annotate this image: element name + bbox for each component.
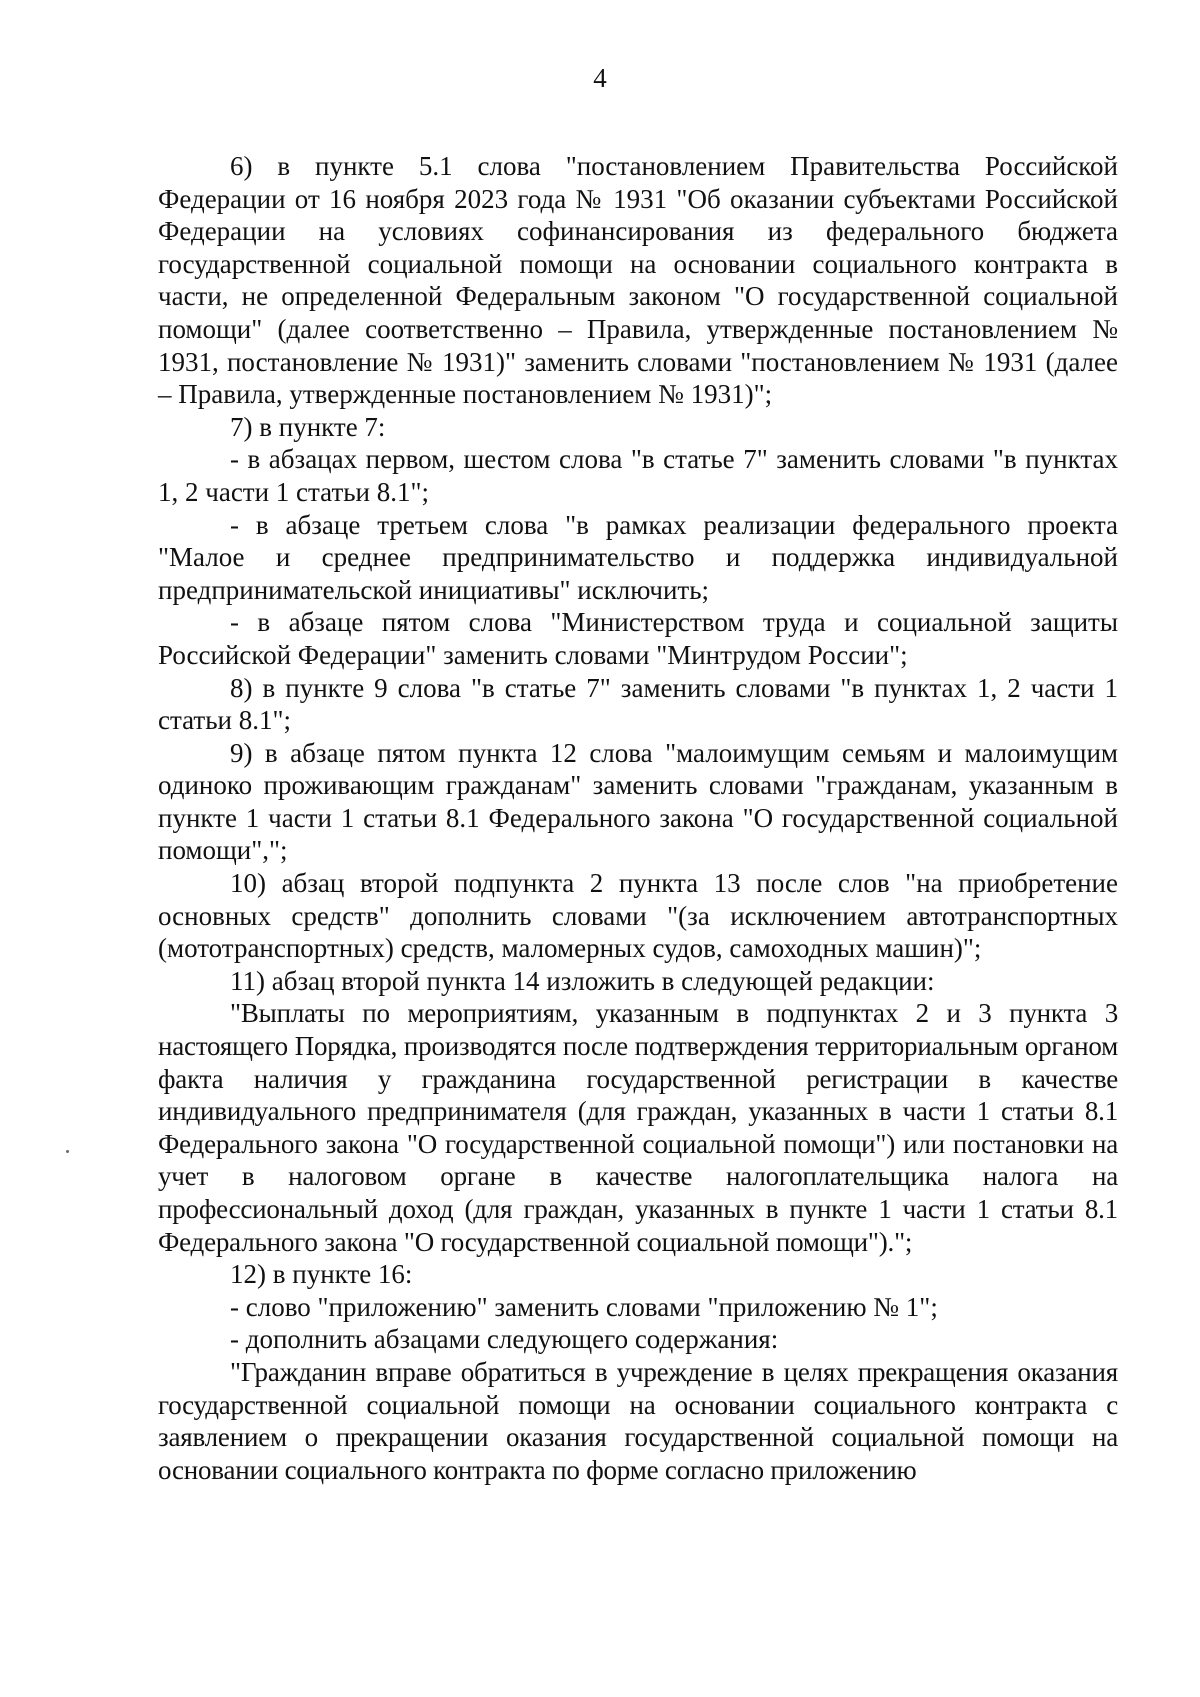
paragraph-item-10: 10) абзац второй подпункта 2 пункта 13 после слов "на приобретение основных средств" дополнить словами "(за исключением автотранспортных (мототранспортных) средств, маломерных судов, самоходных машин)"; xyxy=(158,868,1118,964)
paragraph-item-7-sub-1: - в абзацах первом, шестом слова "в статье 7" заменить словами "в пунктах 1, 2 части 1 статьи 8.1"; xyxy=(158,444,1118,507)
paragraph-item-12-sub-1: - слово "приложению" заменить словами "приложению № 1"; xyxy=(230,1291,938,1322)
paragraph-item-12-quote: "Гражданин вправе обратиться в учреждение в целях прекращения оказания государственной социальной помощи на основании социального контракта с заявлением о прекращении оказания государственной социальной помощи на основании социального контракта по форме согласно приложению xyxy=(158,1356,1118,1485)
page-number: 4 xyxy=(593,63,607,93)
document-body xyxy=(158,150,1118,1486)
paragraph-item-7-sub-2: - в абзаце третьем слова "в рамках реализации федерального проекта "Малое и среднее предпринимательство и поддержка индивидуальной предпринимательской инициативы" исключить; xyxy=(158,509,1118,605)
paragraph-item-12: 12) в пункте 16: xyxy=(230,1259,413,1290)
paragraph-item-9: 9) в абзаце пятом пункта 12 слова "малоимущим семьям и малоимущим одиноко проживающим гражданам" заменить словами "гражданам, указанным в пункте 1 части 1 статьи 8.1 Федерального закона "О государственной социальной помощи","; xyxy=(158,737,1118,866)
paragraph-item-7: 7) в пункте 7: xyxy=(230,411,386,442)
scan-speck xyxy=(66,1150,69,1153)
paragraph-item-11: 11) абзац второй пункта 14 изложить в следующей редакции: xyxy=(230,965,935,996)
paragraph-item-12-sub-2: - дополнить абзацами следующего содержания: xyxy=(230,1324,779,1355)
paragraph-item-11-quote: "Выплаты по мероприятиям, указанным в подпунктах 2 и 3 пункта 3 настоящего Порядка, производятся после подтверждения территориальным органом факта наличия у гражданина государственной регистрации в качестве индивидуального предпринимателя (для граждан, указанных в части 1 статьи 8.1 Федерального закона "О государственной социальной помощи") или постановки на учет в налоговом органе в качестве налогоплательщика налога на профессиональный доход (для граждан, указанных в пункте 1 части 1 статьи 8.1 Федерального закона "О государственной социальной помощи")."; xyxy=(158,998,1118,1257)
paragraph-item-7-sub-3: - в абзаце пятом слова "Министерством труда и социальной защиты Российской Федерации" заменить словами "Минтрудом России"; xyxy=(158,607,1118,670)
paragraph-item-8: 8) в пункте 9 слова "в статье 7" заменить словами "в пунктах 1, 2 части 1 статьи 8.1"; xyxy=(158,672,1118,736)
paragraph-item-6: 6) в пункте 5.1 слова "постановлением Правительства Российской Федерации от 16 ноября 2023 года № 1931 "Об оказании субъектами Российской Федерации на условиях софинансирования из федерального бюджета государственной социальной помощи на основании социального контракта в части, не определенной Федеральным законом "О государственной социальной помощи" (далее соответственно – Правила, утвержденные постановлением № 1931, постановление № 1931)" заменить словами "постановлением № 1931 (далее – Правила, утвержденные постановлением № 1931)"; xyxy=(158,151,1118,410)
